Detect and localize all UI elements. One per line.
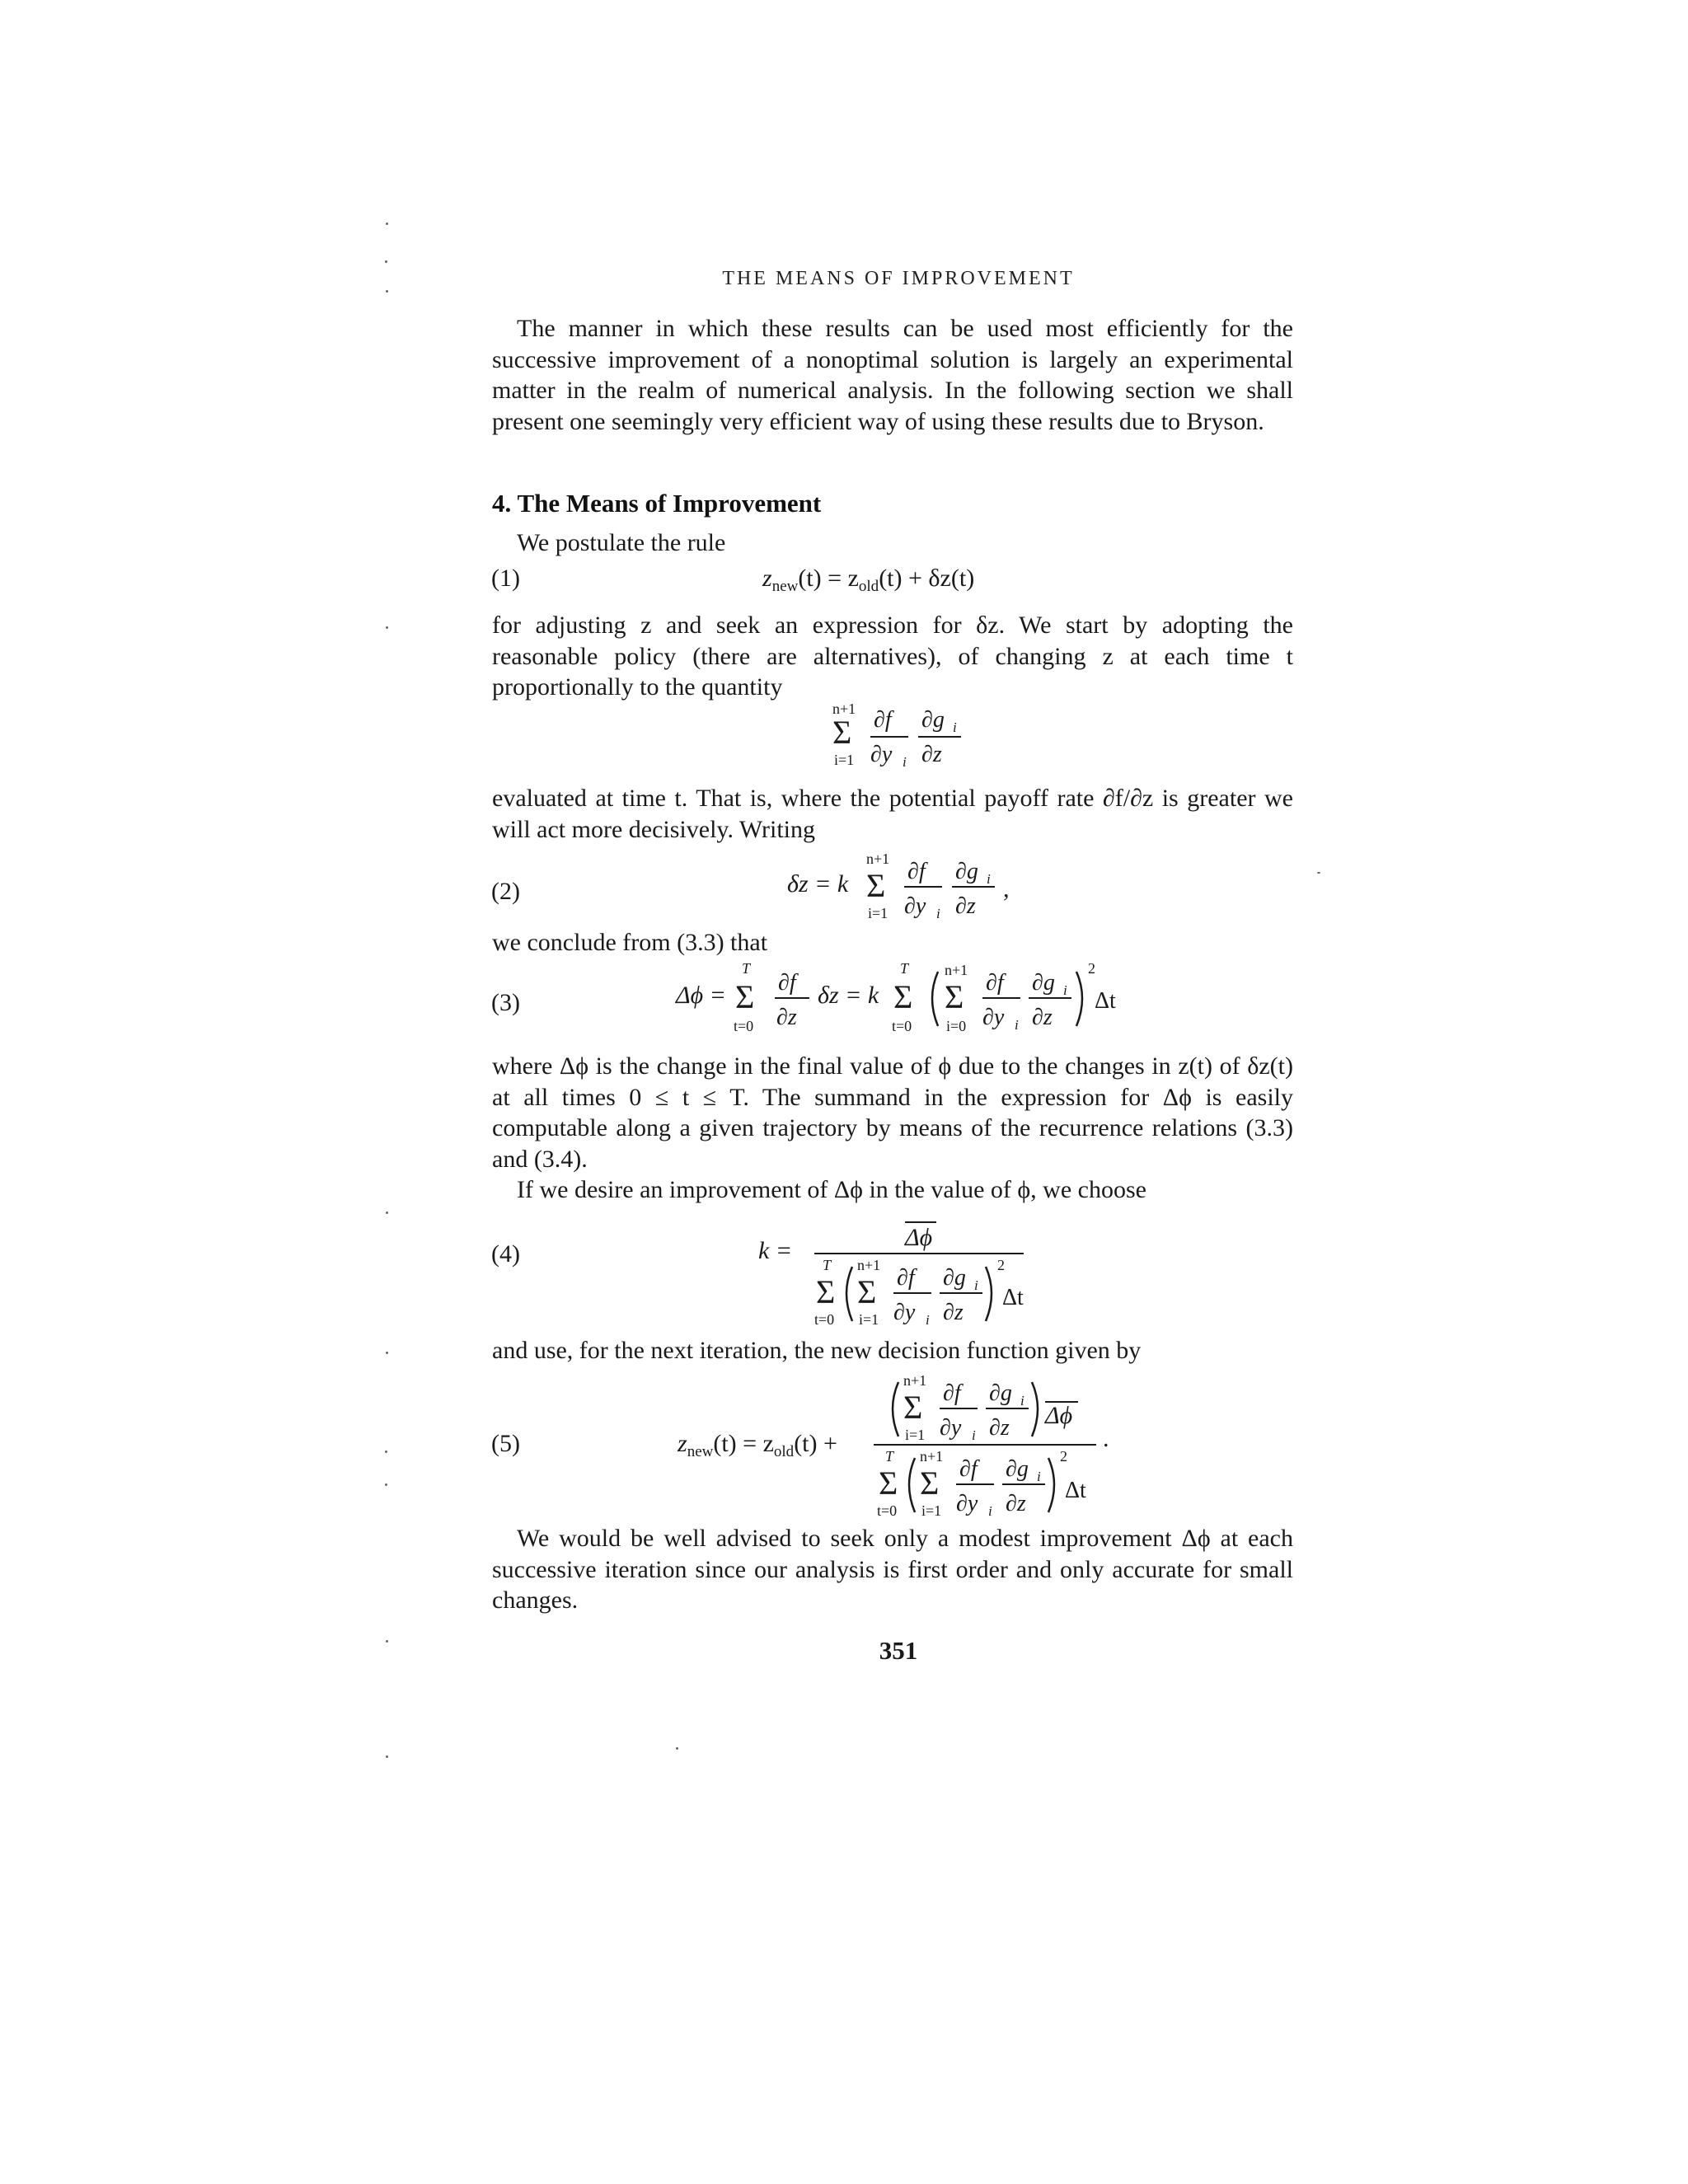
eq2-lhs: δz = k bbox=[787, 870, 849, 898]
eq2-upper: n+1 bbox=[866, 851, 890, 867]
eq2-den1-sub: i bbox=[936, 906, 940, 921]
eq2-den2: ∂z bbox=[955, 893, 976, 919]
scan-speck bbox=[1317, 872, 1320, 874]
postulate-text: We postulate the rule bbox=[517, 529, 726, 556]
evaluated-text: evaluated at time t. That is, where the potential payoff rate ∂f/∂z is greater we will act more decisively. Writing bbox=[492, 785, 1293, 843]
eq3-den: ∂z bbox=[776, 1005, 797, 1030]
eq1-arg: (t) = z bbox=[798, 565, 859, 592]
eq5-den-rparen bbox=[1048, 1458, 1054, 1512]
eq4-lower: i=1 bbox=[859, 1311, 879, 1328]
eq1-lhs: z bbox=[762, 565, 772, 592]
scan-speck bbox=[385, 1451, 387, 1453]
quantity-expression bbox=[824, 701, 989, 775]
quantity-upper: n+1 bbox=[832, 701, 856, 717]
equation-number-3: (3) bbox=[491, 989, 520, 1016]
scan-speck bbox=[385, 1483, 387, 1486]
eq4-lhs: k = bbox=[758, 1237, 793, 1264]
scan-speck bbox=[385, 260, 387, 263]
eq5-num-den1: ∂y bbox=[940, 1415, 962, 1441]
eq5-lhs-sub: new bbox=[687, 1443, 714, 1460]
equation-5-fraction bbox=[874, 1372, 1121, 1521]
scan-speck bbox=[386, 1212, 388, 1214]
eq4-sigma2: Σ bbox=[857, 1273, 877, 1310]
eq3-den1-sub: i bbox=[1015, 1017, 1019, 1033]
eq5-num-num2-sub: i bbox=[1020, 1393, 1025, 1408]
eq4-den1-sub: i bbox=[926, 1312, 930, 1328]
eq2-num1: ∂f bbox=[907, 859, 926, 884]
eq3-sigma1: Σ bbox=[735, 978, 755, 1015]
equation-number-5: (5) bbox=[491, 1430, 520, 1457]
eq1-rhs-sub: old bbox=[858, 578, 879, 595]
eq5-den-lower: i=1 bbox=[921, 1502, 942, 1519]
eq4-upper: n+1 bbox=[857, 1257, 881, 1273]
eq1-lhs-sub: new bbox=[771, 578, 799, 595]
eq5-den-num1: ∂f bbox=[959, 1456, 978, 1482]
eq2-den1: ∂y bbox=[904, 893, 926, 919]
equation-5-lhs bbox=[678, 1430, 837, 1461]
eq3-den2: ∂z bbox=[1032, 1005, 1053, 1030]
eq5-den-T: T bbox=[885, 1448, 894, 1465]
eq5-den-lparen bbox=[909, 1458, 915, 1512]
adjusting-text: for adjusting z and seek an expression for δz. We start by adopting the reasonable policy (there are alternatives), of changing z at each time t proportionally to the quantity bbox=[492, 612, 1293, 701]
equation-4 bbox=[758, 1216, 1039, 1331]
eq3-T2: T bbox=[900, 960, 909, 977]
eq5-num-sigma: Σ bbox=[903, 1389, 923, 1426]
eq5-trail: . bbox=[1103, 1425, 1109, 1452]
eq3-T1: T bbox=[742, 960, 751, 977]
quantity-den1-sub: i bbox=[903, 754, 907, 770]
eq5-numer-tail: Δϕ bbox=[1045, 1402, 1073, 1429]
eq3-t0-2: t=0 bbox=[892, 1018, 912, 1034]
quantity-den1: ∂y bbox=[870, 742, 893, 767]
eq5-den-dt: Δt bbox=[1065, 1478, 1086, 1503]
eq3-sigma3: Σ bbox=[945, 978, 964, 1015]
quantity-den2: ∂z bbox=[921, 742, 942, 767]
equation-1 bbox=[762, 565, 974, 596]
page-number: 351 bbox=[879, 1636, 918, 1665]
eq4-t0: t=0 bbox=[814, 1311, 835, 1328]
eq4-lparen bbox=[846, 1267, 852, 1321]
quantity-sigma: Σ bbox=[832, 714, 852, 751]
eq3-lower: i=0 bbox=[946, 1018, 967, 1034]
eq5-den-sigma2: Σ bbox=[920, 1465, 940, 1502]
eq4-numerator: Δϕ bbox=[905, 1224, 933, 1251]
scan-speck bbox=[386, 1352, 388, 1354]
eq5-num-den1-sub: i bbox=[972, 1427, 976, 1443]
eq2-num2: ∂g bbox=[955, 859, 978, 884]
eq5-den-den1: ∂y bbox=[956, 1491, 978, 1516]
where-text: where Δϕ is the change in the final value of ϕ due to the changes in z(t) of δz(t) at all times 0 ≤ t ≤ T. The summand in the expression for Δϕ is easily computable along a given trajectory by means of the recurrence relations (3.3) and (3.4). bbox=[492, 1052, 1293, 1173]
eq4-sigma1: Σ bbox=[816, 1273, 836, 1310]
eq4-num1: ∂f bbox=[897, 1265, 915, 1291]
eq5-den-exp: 2 bbox=[1060, 1448, 1067, 1465]
eq3-num: ∂f bbox=[778, 970, 796, 996]
equation-number-1: (1) bbox=[491, 565, 520, 592]
eq3-lhs: Δϕ = bbox=[676, 982, 726, 1009]
equation-3 bbox=[676, 960, 1121, 1043]
eq3-lparen bbox=[932, 972, 938, 1026]
eq3-num1: ∂f bbox=[986, 970, 1004, 996]
eq5-num-lower: i=1 bbox=[905, 1427, 926, 1443]
equation-number-4: (4) bbox=[491, 1240, 520, 1268]
eq3-sigma2: Σ bbox=[893, 978, 913, 1015]
eq5-mid-sub: old bbox=[773, 1443, 795, 1460]
eq5-lhs: z bbox=[678, 1430, 687, 1457]
eq5-num-upper: n+1 bbox=[903, 1372, 927, 1389]
conclude-text: we conclude from (3.3) that bbox=[492, 929, 768, 956]
eq1-rest: (t) + δz(t) bbox=[879, 565, 975, 592]
eq5-den-t0: t=0 bbox=[877, 1502, 898, 1519]
eq5-mid: (t) = z bbox=[713, 1430, 774, 1457]
eq5-den-num2-sub: i bbox=[1037, 1469, 1041, 1484]
scan-speck bbox=[386, 626, 388, 629]
eq4-rparen bbox=[986, 1267, 992, 1321]
eq2-trail: , bbox=[1003, 875, 1010, 902]
eq5-num-num1: ∂f bbox=[943, 1380, 961, 1406]
closing-paragraph: We would be well advised to seek only a modest improvement Δϕ at each successive iteration since our analysis is first order and only accurate for small changes. bbox=[492, 1525, 1293, 1614]
equation-number-2: (2) bbox=[491, 878, 520, 905]
eq4-num2-sub: i bbox=[974, 1277, 978, 1293]
eq3-num2: ∂g bbox=[1032, 970, 1055, 996]
eq5-den-num2: ∂g bbox=[1006, 1456, 1029, 1482]
scan-speck bbox=[386, 1755, 388, 1758]
eq3-mid: δz = k bbox=[818, 982, 879, 1009]
eq4-den1: ∂y bbox=[893, 1300, 916, 1325]
quantity-lower: i=1 bbox=[834, 752, 855, 768]
section-heading: 4. The Means of Improvement bbox=[492, 489, 822, 518]
eq5-num-num2: ∂g bbox=[989, 1380, 1012, 1406]
quantity-num2-sub: i bbox=[953, 719, 957, 735]
quantity-num1: ∂f bbox=[874, 707, 892, 733]
eq2-sigma: Σ bbox=[866, 867, 886, 904]
eq3-dt: Δt bbox=[1095, 988, 1116, 1014]
eq5-plus: (t) + bbox=[794, 1430, 837, 1457]
eq5-den-den1-sub: i bbox=[988, 1503, 992, 1519]
scan-speck bbox=[676, 1747, 678, 1750]
eq5-den-upper: n+1 bbox=[920, 1448, 944, 1465]
eq3-den1: ∂y bbox=[982, 1005, 1005, 1030]
eq3-upper: n+1 bbox=[945, 962, 968, 978]
eq3-num2-sub: i bbox=[1063, 982, 1067, 998]
eq5-den-sigma1: Σ bbox=[879, 1465, 898, 1502]
equation-2 bbox=[787, 849, 1034, 927]
scan-speck bbox=[386, 223, 388, 225]
eq5-num-lparen bbox=[893, 1382, 898, 1436]
scan-speck bbox=[386, 290, 388, 293]
eq4-den2: ∂z bbox=[943, 1300, 964, 1325]
eq5-den-den2: ∂z bbox=[1006, 1491, 1026, 1516]
eq4-exp: 2 bbox=[997, 1257, 1005, 1273]
eq5-num-den2: ∂z bbox=[989, 1415, 1010, 1441]
eq4-dt: Δt bbox=[1002, 1285, 1024, 1310]
next-iteration-text: and use, for the next iteration, the new decision function given by bbox=[492, 1337, 1142, 1364]
eq3-exp: 2 bbox=[1088, 960, 1095, 977]
intro-paragraph: The manner in which these results can be used most efficiently for the successive improvement of a nonoptimal solution is largely an experimental matter in the realm of numerical analysis. In the following section we shall present one seemingly very efficient way of using these results due to Bryson. bbox=[492, 315, 1293, 435]
improvement-text: If we desire an improvement of Δϕ in the value of ϕ, we choose bbox=[517, 1176, 1146, 1203]
running-head: THE MEANS OF IMPROVEMENT bbox=[722, 268, 1075, 289]
eq5-num-rparen bbox=[1032, 1382, 1038, 1436]
eq2-lower: i=1 bbox=[868, 905, 889, 921]
eq4-T: T bbox=[823, 1257, 832, 1273]
eq4-num2: ∂g bbox=[943, 1265, 966, 1291]
eq3-t0-1: t=0 bbox=[734, 1018, 754, 1034]
quantity-num2: ∂g bbox=[921, 707, 945, 733]
eq2-num2-sub: i bbox=[987, 871, 991, 887]
eq3-rparen bbox=[1076, 972, 1082, 1026]
scan-speck bbox=[386, 1640, 388, 1643]
